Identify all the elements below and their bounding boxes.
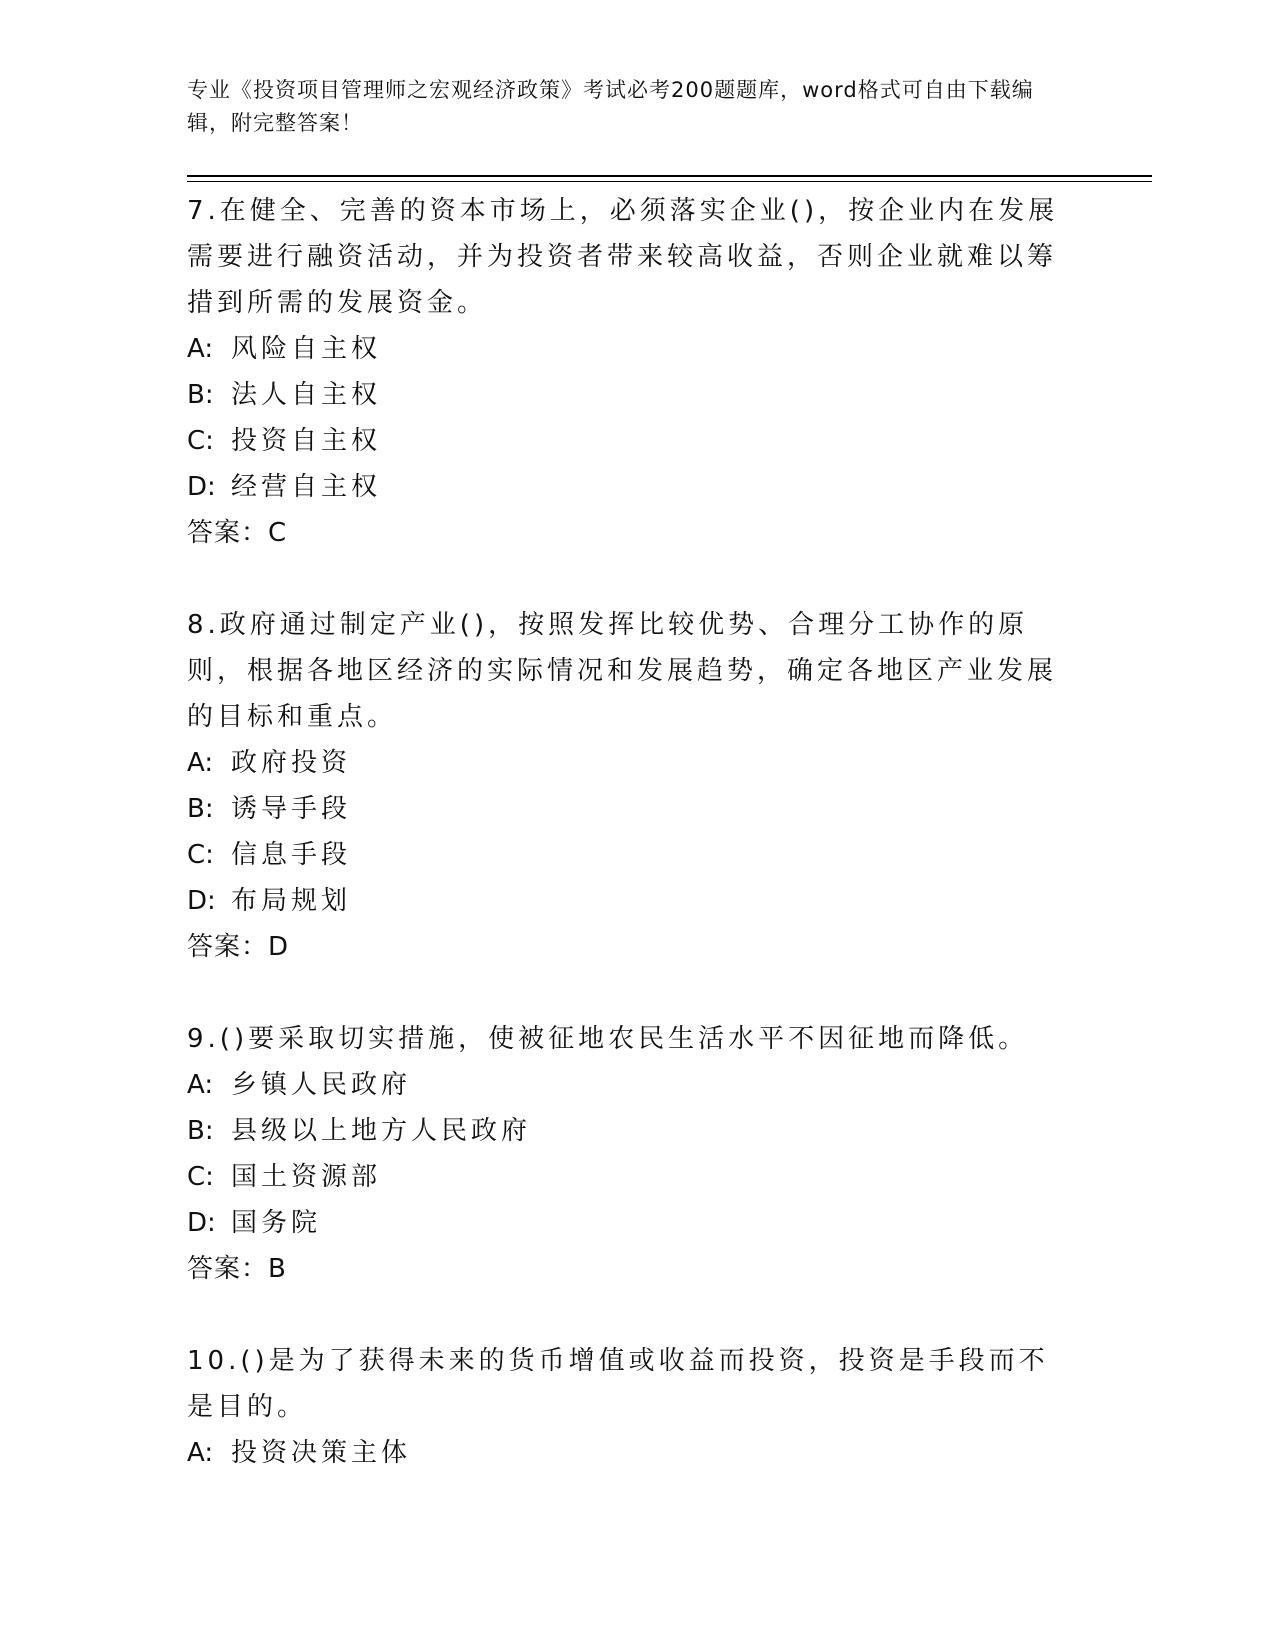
- option-b: [187, 372, 1067, 418]
- option-a: [187, 740, 1067, 786]
- option-text: 法人自主权: [231, 380, 382, 410]
- option-d: [187, 1200, 1067, 1246]
- option-letter: D:: [187, 1208, 216, 1238]
- option-letter: D:: [187, 886, 216, 916]
- option-text: 投资决策主体: [231, 1438, 412, 1468]
- question-stem: 9.()要采取切实措施，使被征地农民生活水平不因征地而降低。: [187, 1024, 1029, 1054]
- option-b: [187, 1108, 1067, 1154]
- option-letter: A:: [187, 1438, 214, 1468]
- option-letter: A:: [187, 748, 214, 778]
- answer-line: 答案：D: [187, 932, 290, 962]
- option-d: [187, 464, 1067, 510]
- document-header: 专业《投资项目管理师之宏观经济政策》考试必考200题题库，word格式可自由下载编辑，附完整答案！: [187, 78, 1034, 135]
- option-letter: A:: [187, 1070, 214, 1100]
- option-a: [187, 1062, 1067, 1108]
- option-letter: B:: [187, 1116, 214, 1146]
- question-list: [187, 188, 1067, 1522]
- option-letter: D:: [187, 472, 216, 502]
- option-text: 投资自主权: [231, 426, 382, 456]
- option-text: 县级以上地方人民政府: [231, 1116, 532, 1146]
- option-c: [187, 418, 1067, 464]
- option-a: [187, 1430, 1067, 1476]
- option-text: 国土资源部: [231, 1162, 382, 1192]
- question-7: [187, 188, 1067, 556]
- option-text: 国务院: [231, 1208, 322, 1238]
- option-b: [187, 786, 1067, 832]
- question-10: [187, 1338, 1067, 1476]
- option-text: 政府投资: [231, 748, 352, 778]
- option-text: 经营自主权: [231, 472, 382, 502]
- header-rule-thick: [187, 175, 1152, 177]
- option-text: 乡镇人民政府: [231, 1070, 412, 1100]
- option-letter: C:: [187, 840, 214, 870]
- option-text: 布局规划: [231, 886, 352, 916]
- option-c: [187, 832, 1067, 878]
- option-text: 诱导手段: [231, 794, 352, 824]
- question-stem: 7.在健全、完善的资本市场上，必须落实企业()，按企业内在发展需要进行融资活动，并为投资者带来较高收益，否则企业就难以筹措到所需的发展资金。: [187, 196, 1059, 318]
- header-rule-thin: [187, 181, 1152, 182]
- option-d: [187, 878, 1067, 924]
- option-letter: C:: [187, 1162, 214, 1192]
- option-letter: C:: [187, 426, 214, 456]
- question-9: [187, 1016, 1067, 1292]
- question-stem: 8.政府通过制定产业()，按照发挥比较优势、合理分工协作的原则，根据各地区经济的实际情况和发展趋势，确定各地区产业发展的目标和重点。: [187, 610, 1058, 732]
- question-stem: 10.()是为了获得未来的货币增值或收益而投资，投资是手段而不是目的。: [187, 1346, 1049, 1422]
- answer-line: 答案：B: [187, 1254, 287, 1284]
- option-letter: B:: [187, 794, 214, 824]
- option-text: 信息手段: [231, 840, 352, 870]
- option-c: [187, 1154, 1067, 1200]
- option-a: [187, 326, 1067, 372]
- answer-line: 答案：C: [187, 518, 288, 548]
- option-letter: B:: [187, 380, 214, 410]
- question-8: [187, 602, 1067, 970]
- option-letter: A:: [187, 334, 214, 364]
- option-text: 风险自主权: [231, 334, 382, 364]
